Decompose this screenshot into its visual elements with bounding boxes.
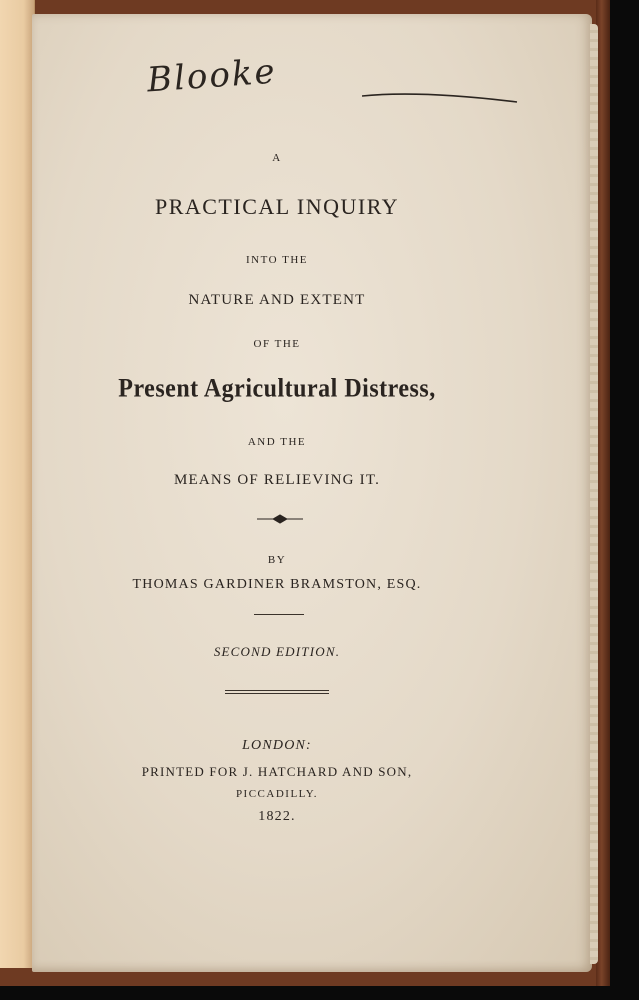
signature-text: Blooke: [145, 51, 278, 101]
title-page-content: [32, 14, 592, 972]
author-name: THOMAS GARDINER BRAMSTON, ESQ.: [132, 577, 422, 592]
title-article: A: [272, 152, 282, 164]
street-text: PICCADILLY.: [235, 788, 319, 800]
book-spine: [596, 0, 610, 986]
handwritten-signature: [146, 52, 278, 101]
main-subject: Present Agricultural Distress,: [118, 374, 436, 403]
city-text: LONDON:: [242, 738, 312, 753]
facing-page: [0, 0, 35, 968]
ornament-divider: [257, 513, 303, 525]
into-the-text: INTO THE: [245, 254, 308, 266]
and-the-text: AND THE: [247, 436, 307, 448]
signature-flourish: [362, 88, 522, 106]
edition-text: SECOND EDITION.: [213, 644, 341, 659]
means-line: MEANS OF RELIEVING IT.: [173, 472, 381, 488]
by-text: BY: [267, 554, 287, 566]
short-rule: [254, 614, 304, 615]
title-page: [32, 14, 592, 972]
year-text: 1822.: [258, 809, 296, 824]
printer-text: PRINTED FOR J. HATCHARD AND SON,: [141, 764, 413, 779]
book-title: PRACTICAL INQUIRY: [154, 194, 400, 219]
subject-line: NATURE AND EXTENT: [188, 292, 366, 308]
double-rule: [225, 690, 329, 694]
of-the-text: OF THE: [253, 338, 301, 350]
